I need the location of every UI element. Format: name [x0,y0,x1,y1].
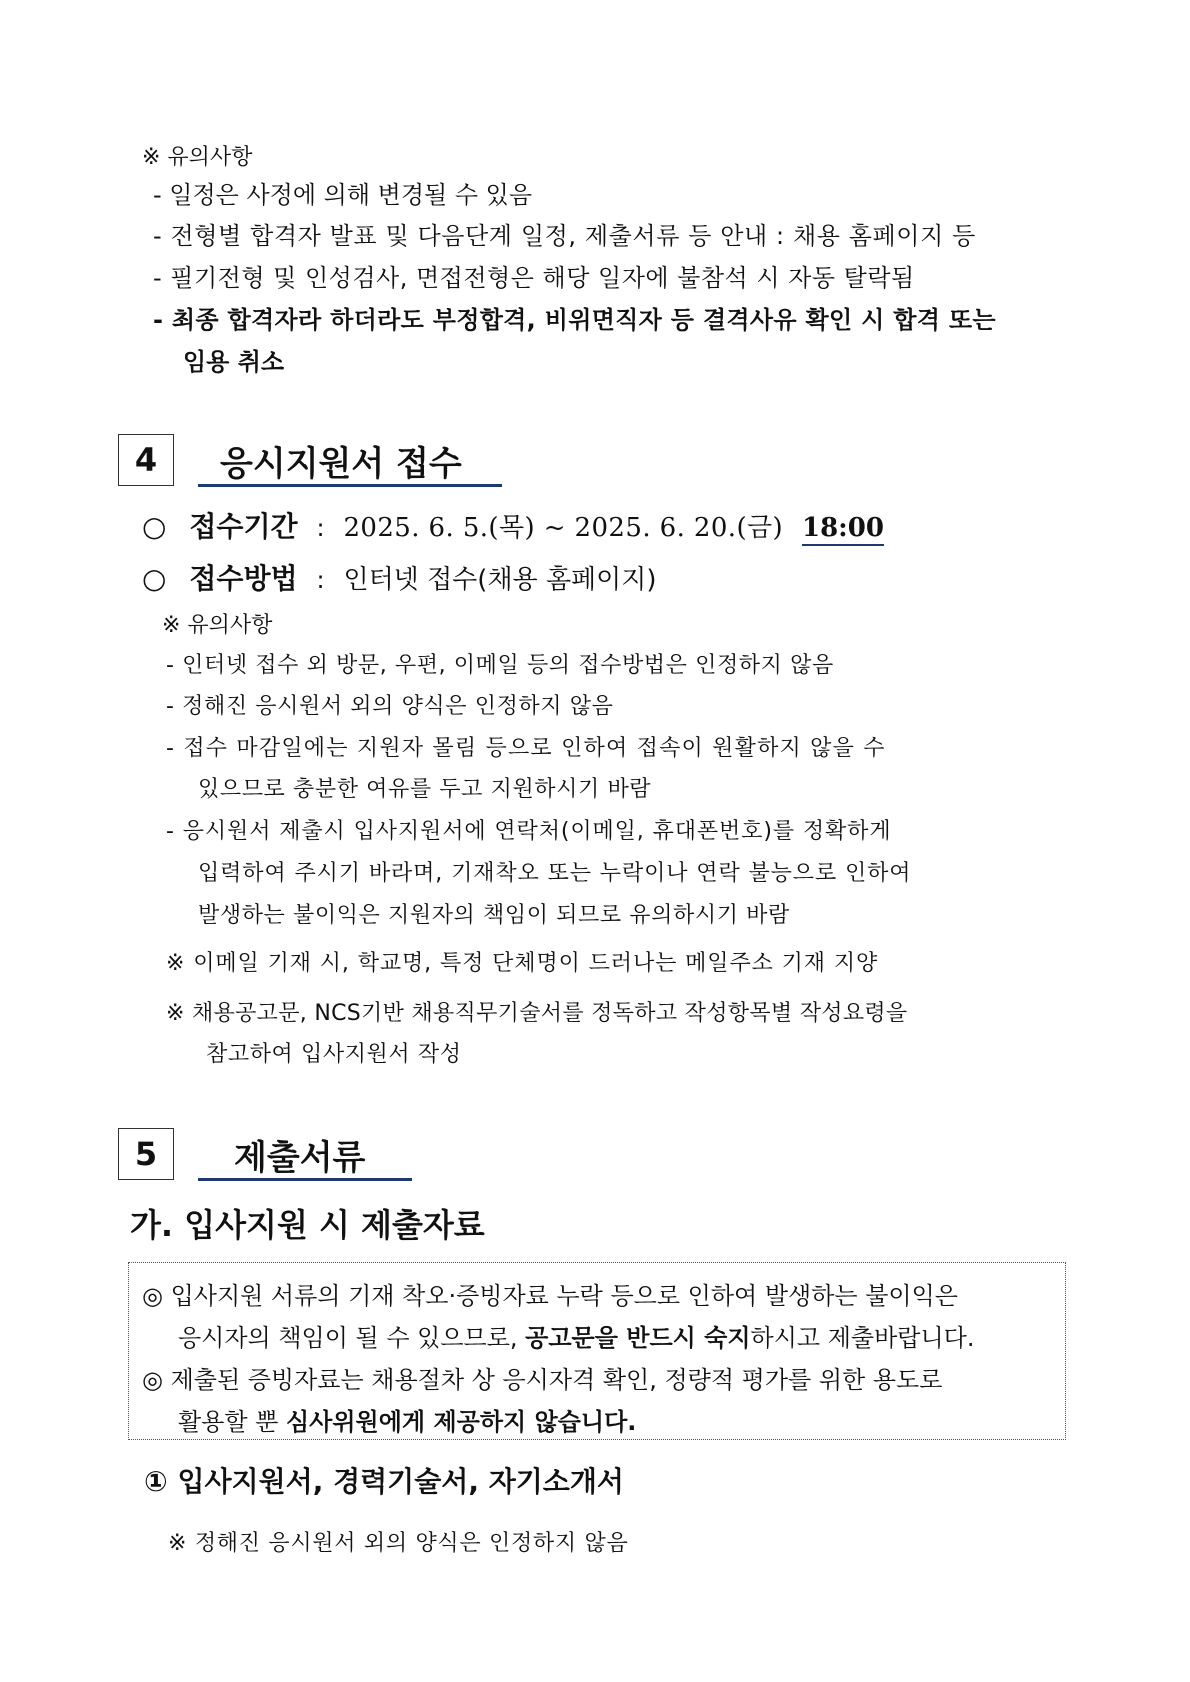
notice-emphasis: 심사위원에게 제공하지 않습니다. [286,1408,637,1436]
notes-heading: ※ 유의사항 [162,613,273,638]
note-item-text: - 접수 마감일에는 지원자 몰림 등으로 인하여 접속이 원활하지 않을 수 [166,736,886,761]
note-item-text: - 전형별 합격자 발표 및 다음단계 일정, 제출서류 등 안내 : 채용 홈페이지 등 [153,222,976,250]
method-label: 접수방법 [189,562,298,595]
note-item-emphasis-cont: 임용 취소 [183,348,285,376]
method-value: 인터넷 접수(채용 홈페이지) [343,565,657,595]
item-heading: ① 입사지원서, 경력기술서, 자기소개서 [144,1465,624,1498]
star-note-cont: 참고하여 입사지원서 작성 [206,1042,462,1067]
item-note: ※ 정해진 응시원서 외의 양식은 인정하지 않음 [168,1531,629,1556]
notice-emphasis: 공고문을 반드시 숙지 [525,1324,751,1352]
subheading: 가. 입사지원 시 제출자료 [130,1206,485,1244]
note-item-cont: 입력하여 주시기 바라며, 기재착오 또는 누락이나 연락 불능으로 인하여 [198,861,912,886]
section-title-underline [198,1178,412,1181]
method-sep: : [316,566,325,594]
period-label: 접수기간 [189,510,298,543]
note-item-emphasis: - 최종 합격자라 하더라도 부정합격, 비위면직자 등 결격사유 확인 시 합격 또는 [153,306,996,334]
note-item: - 정해진 응시원서 외의 양식은 인정하지 않음 [166,694,614,719]
note-item-cont: 있으므로 충분한 여유를 두고 지원하시기 바람 [198,777,652,802]
section-title-underline [198,484,502,487]
note-item-text: - 응시원서 제출시 입사지원서에 연락처(이메일, 휴대폰번호)를 정확하게 [166,819,892,844]
note-item [153,216,1077,251]
section-number-box: 5 [118,1128,174,1180]
note-item-cont: 발생하는 불이익은 지원자의 책임이 되므로 유의하시기 바람 [198,903,790,928]
notice-line: ◎ 입사지원 서류의 기재 착오·증빙자료 누락 등으로 인하여 발생하는 불이익은 [142,1282,958,1310]
bullet-circle: ○ [142,510,167,543]
note-item [166,814,1077,845]
notice-line [178,1402,636,1437]
notice-line [178,1318,974,1353]
period-time: 18:00 [802,513,884,546]
section-title: 제출서류 [234,1138,366,1178]
notice-text: 응시자의 책임이 될 수 있으므로, [178,1324,526,1352]
period-row [142,505,884,545]
notice-text: 활용할 뿐 [178,1408,286,1436]
note-item: - 일정은 사정에 의해 변경될 수 있음 [153,181,533,209]
notice-line: ◎ 제출된 증빙자료는 채용절차 상 응시자격 확인, 정량적 평가를 위한 용도로 [142,1366,943,1394]
star-note: ※ 채용공고문, NCS기반 채용직무기술서를 정독하고 작성항목별 작성요령을 [166,1001,908,1026]
period-sep: : [316,514,325,542]
star-note: ※ 이메일 기재 시, 학교명, 특정 단체명이 드러나는 메일주소 기재 지양 [166,951,879,976]
notes-heading: ※ 유의사항 [142,145,253,170]
notice-text: 하시고 제출바랍니다. [750,1324,975,1352]
section-number-box: 4 [118,434,174,486]
section-title: 응시지원서 접수 [220,444,462,484]
note-item: - 필기전형 및 인성검사, 면접전형은 해당 일자에 불참석 시 자동 탈락됨 [153,264,915,292]
period-value: 2025. 6. 5.(목) ~ 2025. 6. 20.(금) [343,513,784,543]
note-item [166,731,1077,762]
note-item: - 인터넷 접수 외 방문, 우편, 이메일 등의 접수방법은 인정하지 않음 [166,653,834,678]
method-row [142,557,657,597]
bullet-circle: ○ [142,562,167,595]
